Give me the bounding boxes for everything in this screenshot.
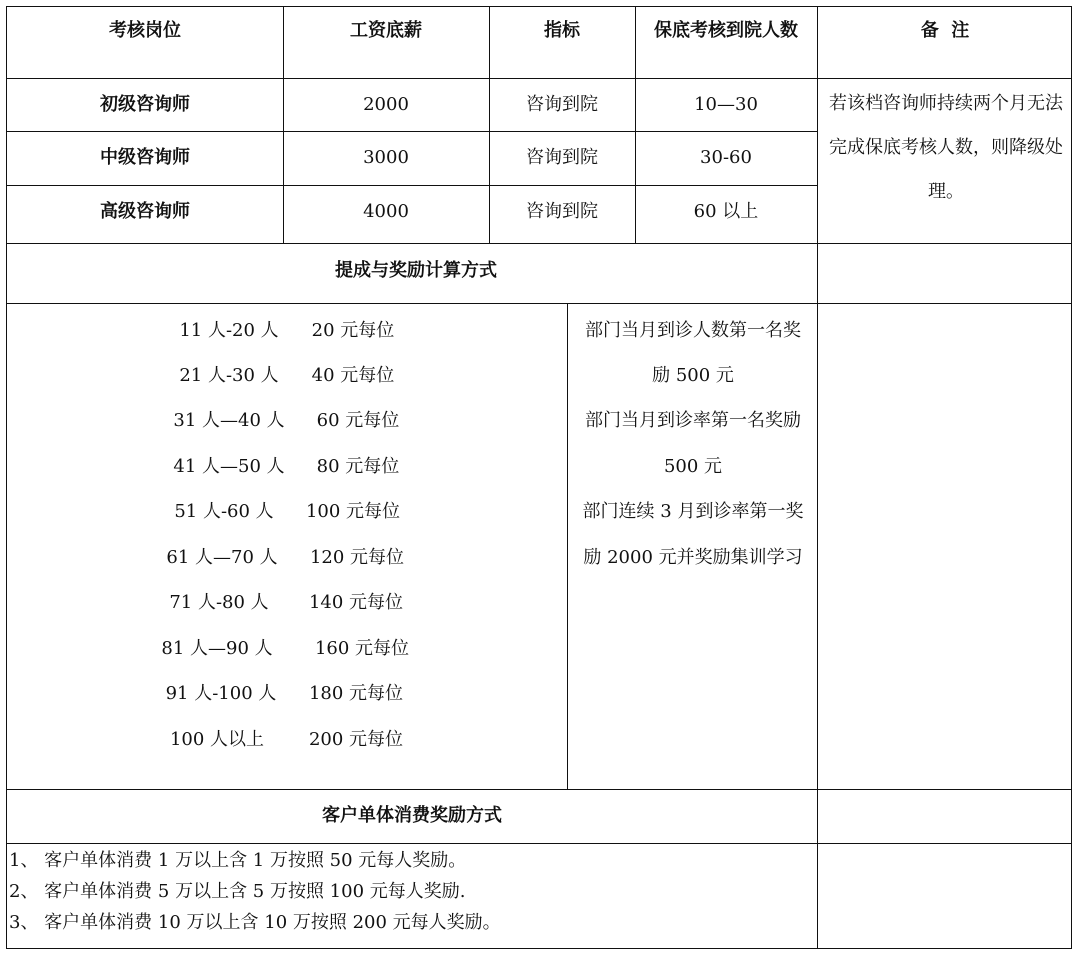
tier-reward: 160 元每位 bbox=[314, 638, 410, 659]
customer-title: 客户单体消费奖励方式 bbox=[322, 805, 502, 826]
tier-range: 51 人-60 人 bbox=[174, 501, 274, 522]
tier-range: 81 人—90 人 bbox=[161, 638, 273, 659]
row-position: 高级咨询师 bbox=[100, 201, 190, 222]
note-text: 若该档咨询师持续两个月无法完成保底考核人数，则降级处理。 bbox=[829, 93, 1063, 202]
tier-range: 41 人—50 人 bbox=[173, 456, 285, 477]
tier-reward: 120 元每位 bbox=[309, 547, 405, 568]
border-line bbox=[6, 6, 7, 949]
tier-reward: 180 元每位 bbox=[308, 683, 404, 704]
row-count: 10—30 bbox=[694, 94, 758, 115]
bonus-line: 励 2000 元并奖励集训学习 bbox=[583, 547, 803, 568]
row-salary: 2000 bbox=[363, 94, 409, 115]
customer-item: 2、 客户单体消费 5 万以上含 5 万按照 100 元每人奖励. bbox=[9, 881, 466, 902]
customer-item: 3、 客户单体消费 10 万以上含 10 万按照 200 元每人奖励。 bbox=[9, 912, 501, 933]
tier-reward: 80 元每位 bbox=[316, 456, 400, 477]
header-count: 保底考核到院人数 bbox=[654, 20, 798, 41]
border-line bbox=[567, 303, 568, 790]
border-line bbox=[817, 6, 818, 949]
tier-range: 100 人以上 bbox=[169, 729, 265, 750]
commission-title: 提成与奖励计算方式 bbox=[335, 260, 497, 281]
row-position: 中级咨询师 bbox=[100, 147, 190, 168]
row-salary: 4000 bbox=[363, 201, 409, 222]
bonus-line: 500 元 bbox=[663, 456, 723, 477]
tier-range: 21 人-30 人 bbox=[179, 365, 279, 386]
border-line bbox=[6, 185, 818, 186]
tier-reward: 60 元每位 bbox=[316, 410, 400, 431]
border-line bbox=[489, 6, 490, 244]
tier-reward: 200 元每位 bbox=[308, 729, 404, 750]
customer-item: 1、 客户单体消费 1 万以上含 1 万按照 50 元每人奖励。 bbox=[9, 850, 467, 871]
tier-reward: 40 元每位 bbox=[311, 365, 395, 386]
tier-range: 31 人—40 人 bbox=[173, 410, 285, 431]
header-note: 备 注 bbox=[920, 20, 970, 41]
border-line bbox=[283, 6, 284, 244]
tier-range: 91 人-100 人 bbox=[165, 683, 277, 704]
border-line bbox=[6, 303, 1072, 304]
tier-reward: 100 元每位 bbox=[305, 501, 401, 522]
row-indicator: 咨询到院 bbox=[526, 201, 598, 222]
tier-range: 71 人-80 人 bbox=[169, 592, 269, 613]
border-line bbox=[6, 243, 1072, 244]
row-salary: 3000 bbox=[363, 147, 409, 168]
border-line bbox=[6, 843, 1072, 844]
border-line bbox=[6, 131, 818, 132]
tier-range: 11 人-20 人 bbox=[179, 320, 279, 341]
row-count: 60 以上 bbox=[693, 201, 759, 222]
border-line bbox=[1071, 6, 1072, 949]
border-line bbox=[6, 78, 1072, 79]
bonus-line: 励 500 元 bbox=[652, 365, 734, 386]
row-indicator: 咨询到院 bbox=[526, 94, 598, 115]
header-indicator: 指标 bbox=[544, 20, 580, 41]
tier-range: 61 人—70 人 bbox=[166, 547, 278, 568]
header-salary: 工资底薪 bbox=[350, 20, 422, 41]
row-indicator: 咨询到院 bbox=[526, 147, 598, 168]
bonus-line: 部门当月到诊率第一名奖励 bbox=[585, 410, 801, 431]
tier-reward: 20 元每位 bbox=[311, 320, 395, 341]
row-position: 初级咨询师 bbox=[100, 94, 190, 115]
row-count: 30-60 bbox=[700, 147, 752, 168]
tier-reward: 140 元每位 bbox=[308, 592, 404, 613]
border-line bbox=[6, 6, 1072, 7]
border-line bbox=[6, 789, 1072, 790]
header-position: 考核岗位 bbox=[109, 20, 181, 41]
bonus-line: 部门当月到诊人数第一名奖 bbox=[585, 320, 801, 341]
bonus-line: 部门连续 3 月到诊率第一奖 bbox=[582, 501, 804, 522]
border-line bbox=[635, 6, 636, 244]
border-line bbox=[6, 948, 1072, 949]
